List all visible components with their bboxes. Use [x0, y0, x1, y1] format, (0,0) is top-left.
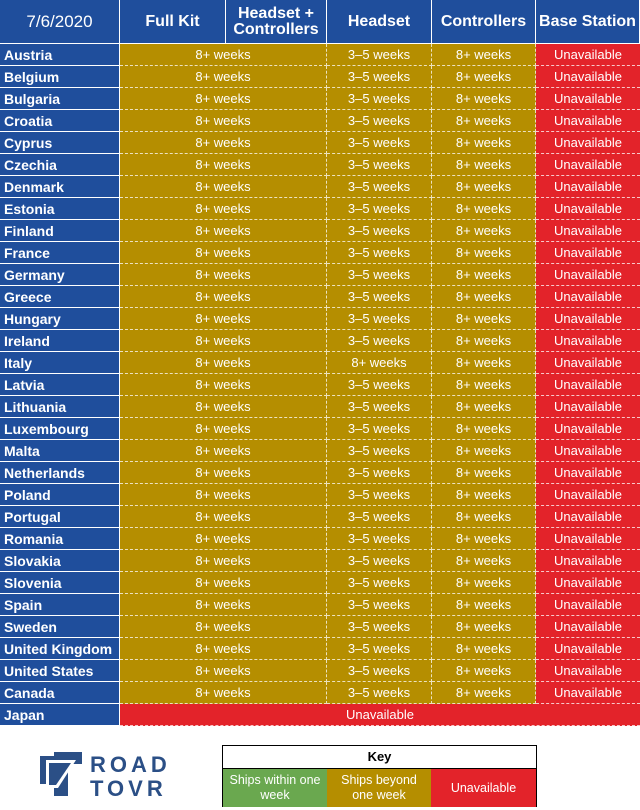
full-kit-cell: 8+ weeks	[120, 440, 327, 462]
full-kit-cell: 8+ weeks	[120, 550, 327, 572]
legend-key	[222, 745, 537, 807]
table-row	[0, 44, 640, 66]
headset-cell: 3–5 weeks	[327, 66, 432, 88]
table-row	[0, 616, 640, 638]
column-header-full-kit: Full Kit	[120, 0, 226, 44]
controllers-cell: 8+ weeks	[432, 154, 536, 176]
country-label: Finland	[0, 220, 120, 242]
headset-cell: 3–5 weeks	[327, 660, 432, 682]
headset-cell: 3–5 weeks	[327, 44, 432, 66]
controllers-cell: 8+ weeks	[432, 330, 536, 352]
controllers-cell: 8+ weeks	[432, 550, 536, 572]
base-station-cell: Unavailable	[536, 176, 640, 198]
base-station-cell: Unavailable	[536, 352, 640, 374]
headset-cell: 3–5 weeks	[327, 110, 432, 132]
country-label: Germany	[0, 264, 120, 286]
base-station-cell: Unavailable	[536, 66, 640, 88]
country-label: Poland	[0, 484, 120, 506]
base-station-cell: Unavailable	[536, 242, 640, 264]
controllers-cell: 8+ weeks	[432, 440, 536, 462]
headset-cell: 3–5 weeks	[327, 396, 432, 418]
base-station-cell: Unavailable	[536, 418, 640, 440]
headset-cell: 3–5 weeks	[327, 242, 432, 264]
country-label: Belgium	[0, 66, 120, 88]
base-station-cell: Unavailable	[536, 528, 640, 550]
table-row	[0, 176, 640, 198]
full-kit-cell: 8+ weeks	[120, 352, 327, 374]
headset-cell: 3–5 weeks	[327, 528, 432, 550]
table-row	[0, 528, 640, 550]
base-station-cell: Unavailable	[536, 462, 640, 484]
legend-item-ships-beyond-one-week: Ships beyond one week	[327, 769, 431, 807]
country-label: Bulgaria	[0, 88, 120, 110]
table-row	[0, 374, 640, 396]
headset-cell: 3–5 weeks	[327, 286, 432, 308]
base-station-cell: Unavailable	[536, 132, 640, 154]
full-kit-cell: 8+ weeks	[120, 132, 327, 154]
country-label: Croatia	[0, 110, 120, 132]
headset-cell: 3–5 weeks	[327, 198, 432, 220]
base-station-cell: Unavailable	[536, 220, 640, 242]
table-row	[0, 594, 640, 616]
controllers-cell: 8+ weeks	[432, 264, 536, 286]
headset-cell: 3–5 weeks	[327, 418, 432, 440]
controllers-cell: 8+ weeks	[432, 66, 536, 88]
full-kit-cell: 8+ weeks	[120, 682, 327, 704]
full-kit-cell: 8+ weeks	[120, 242, 327, 264]
controllers-cell: 8+ weeks	[432, 176, 536, 198]
column-header-headset: Headset	[327, 0, 432, 44]
headset-cell: 3–5 weeks	[327, 132, 432, 154]
headset-cell: 3–5 weeks	[327, 88, 432, 110]
full-kit-cell: 8+ weeks	[120, 176, 327, 198]
headset-cell: 3–5 weeks	[327, 308, 432, 330]
full-kit-cell: 8+ weeks	[120, 154, 327, 176]
country-label: France	[0, 242, 120, 264]
legend-item-ships-within-one-week: Ships within one week	[223, 769, 327, 807]
road-to-vr-logo	[38, 750, 188, 800]
controllers-cell: 8+ weeks	[432, 616, 536, 638]
full-kit-cell: 8+ weeks	[120, 198, 327, 220]
full-kit-cell: 8+ weeks	[120, 330, 327, 352]
headset-cell: 3–5 weeks	[327, 682, 432, 704]
country-label: Austria	[0, 44, 120, 66]
base-station-cell: Unavailable	[536, 374, 640, 396]
table-row	[0, 154, 640, 176]
table-row	[0, 418, 640, 440]
table-row	[0, 506, 640, 528]
headset-cell: 8+ weeks	[327, 352, 432, 374]
column-header-base-station: Base Station	[536, 0, 640, 44]
full-kit-cell: 8+ weeks	[120, 616, 327, 638]
controllers-cell: 8+ weeks	[432, 638, 536, 660]
table-row	[0, 330, 640, 352]
road-to-vr-logo-icon	[38, 750, 84, 798]
table-row-japan	[0, 704, 640, 726]
controllers-cell: 8+ weeks	[432, 660, 536, 682]
controllers-cell: 8+ weeks	[432, 132, 536, 154]
base-station-cell: Unavailable	[536, 682, 640, 704]
headset-cell: 3–5 weeks	[327, 506, 432, 528]
full-kit-cell: 8+ weeks	[120, 110, 327, 132]
country-label: Denmark	[0, 176, 120, 198]
controllers-cell: 8+ weeks	[432, 242, 536, 264]
headset-cell: 3–5 weeks	[327, 484, 432, 506]
table-row	[0, 484, 640, 506]
controllers-cell: 8+ weeks	[432, 44, 536, 66]
table-row	[0, 638, 640, 660]
country-label: Latvia	[0, 374, 120, 396]
country-label: Cyprus	[0, 132, 120, 154]
controllers-cell: 8+ weeks	[432, 462, 536, 484]
country-label: Lithuania	[0, 396, 120, 418]
table-row	[0, 440, 640, 462]
headset-cell: 3–5 weeks	[327, 462, 432, 484]
headset-cell: 3–5 weeks	[327, 220, 432, 242]
base-station-cell: Unavailable	[536, 88, 640, 110]
table-row	[0, 352, 640, 374]
base-station-cell: Unavailable	[536, 198, 640, 220]
base-station-cell: Unavailable	[536, 572, 640, 594]
full-kit-cell: 8+ weeks	[120, 506, 327, 528]
table-row	[0, 396, 640, 418]
base-station-cell: Unavailable	[536, 638, 640, 660]
controllers-cell: 8+ weeks	[432, 352, 536, 374]
base-station-cell: Unavailable	[536, 110, 640, 132]
country-label: Greece	[0, 286, 120, 308]
controllers-cell: 8+ weeks	[432, 198, 536, 220]
table-row	[0, 264, 640, 286]
country-label: Romania	[0, 528, 120, 550]
base-station-cell: Unavailable	[536, 506, 640, 528]
full-kit-cell: 8+ weeks	[120, 44, 327, 66]
controllers-cell: 8+ weeks	[432, 286, 536, 308]
headset-cell: 3–5 weeks	[327, 154, 432, 176]
country-label: Netherlands	[0, 462, 120, 484]
base-station-cell: Unavailable	[536, 330, 640, 352]
base-station-cell: Unavailable	[536, 154, 640, 176]
date-header: 7/6/2020	[0, 0, 120, 44]
table-row	[0, 550, 640, 572]
headset-cell: 3–5 weeks	[327, 550, 432, 572]
table-row	[0, 110, 640, 132]
controllers-cell: 8+ weeks	[432, 396, 536, 418]
country-label: Slovenia	[0, 572, 120, 594]
logo-word-tovr: TOVR	[90, 776, 167, 801]
country-label: Portugal	[0, 506, 120, 528]
base-station-cell: Unavailable	[536, 396, 640, 418]
base-station-cell: Unavailable	[536, 484, 640, 506]
full-kit-cell: 8+ weeks	[120, 660, 327, 682]
headset-cell: 3–5 weeks	[327, 638, 432, 660]
country-label: Ireland	[0, 330, 120, 352]
controllers-cell: 8+ weeks	[432, 220, 536, 242]
full-kit-cell: 8+ weeks	[120, 264, 327, 286]
headset-cell: 3–5 weeks	[327, 616, 432, 638]
table-row	[0, 660, 640, 682]
column-header-controllers: Controllers	[432, 0, 536, 44]
controllers-cell: 8+ weeks	[432, 374, 536, 396]
table-row	[0, 66, 640, 88]
full-kit-cell: 8+ weeks	[120, 462, 327, 484]
base-station-cell: Unavailable	[536, 550, 640, 572]
full-kit-cell: 8+ weeks	[120, 396, 327, 418]
headset-cell: 3–5 weeks	[327, 440, 432, 462]
table-row	[0, 682, 640, 704]
country-label: Spain	[0, 594, 120, 616]
full-kit-cell: 8+ weeks	[120, 374, 327, 396]
controllers-cell: 8+ weeks	[432, 506, 536, 528]
country-label: Slovakia	[0, 550, 120, 572]
full-kit-cell: 8+ weeks	[120, 528, 327, 550]
table-row	[0, 308, 640, 330]
logo-word-road: ROAD	[90, 752, 171, 777]
controllers-cell: 8+ weeks	[432, 594, 536, 616]
japan-status-cell: Unavailable	[120, 704, 640, 726]
controllers-cell: 8+ weeks	[432, 418, 536, 440]
table-row	[0, 220, 640, 242]
full-kit-cell: 8+ weeks	[120, 88, 327, 110]
base-station-cell: Unavailable	[536, 616, 640, 638]
column-header-headset-controllers: Headset + Controllers	[226, 0, 327, 44]
country-label: Malta	[0, 440, 120, 462]
full-kit-cell: 8+ weeks	[120, 286, 327, 308]
controllers-cell: 8+ weeks	[432, 88, 536, 110]
country-label: Canada	[0, 682, 120, 704]
base-station-cell: Unavailable	[536, 440, 640, 462]
headset-cell: 3–5 weeks	[327, 264, 432, 286]
table-row	[0, 88, 640, 110]
base-station-cell: Unavailable	[536, 308, 640, 330]
controllers-cell: 8+ weeks	[432, 572, 536, 594]
headset-cell: 3–5 weeks	[327, 176, 432, 198]
country-label: Italy	[0, 352, 120, 374]
base-station-cell: Unavailable	[536, 286, 640, 308]
table-row	[0, 572, 640, 594]
table-row	[0, 462, 640, 484]
headset-cell: 3–5 weeks	[327, 374, 432, 396]
country-label: Hungary	[0, 308, 120, 330]
full-kit-cell: 8+ weeks	[120, 66, 327, 88]
country-label: United Kingdom	[0, 638, 120, 660]
full-kit-cell: 8+ weeks	[120, 418, 327, 440]
base-station-cell: Unavailable	[536, 264, 640, 286]
table-row	[0, 198, 640, 220]
country-label: Czechia	[0, 154, 120, 176]
full-kit-cell: 8+ weeks	[120, 308, 327, 330]
table-row	[0, 286, 640, 308]
table-row	[0, 242, 640, 264]
base-station-cell: Unavailable	[536, 44, 640, 66]
full-kit-cell: 8+ weeks	[120, 484, 327, 506]
full-kit-cell: 8+ weeks	[120, 572, 327, 594]
controllers-cell: 8+ weeks	[432, 110, 536, 132]
headset-cell: 3–5 weeks	[327, 594, 432, 616]
legend-title: Key	[223, 746, 536, 769]
country-label: Estonia	[0, 198, 120, 220]
country-label: Sweden	[0, 616, 120, 638]
country-label: United States	[0, 660, 120, 682]
controllers-cell: 8+ weeks	[432, 484, 536, 506]
legend-item-unavailable: Unavailable	[431, 769, 536, 807]
full-kit-cell: 8+ weeks	[120, 220, 327, 242]
headset-cell: 3–5 weeks	[327, 330, 432, 352]
base-station-cell: Unavailable	[536, 594, 640, 616]
headset-cell: 3–5 weeks	[327, 572, 432, 594]
base-station-cell: Unavailable	[536, 660, 640, 682]
full-kit-cell: 8+ weeks	[120, 594, 327, 616]
controllers-cell: 8+ weeks	[432, 682, 536, 704]
controllers-cell: 8+ weeks	[432, 308, 536, 330]
full-kit-cell: 8+ weeks	[120, 638, 327, 660]
controllers-cell: 8+ weeks	[432, 528, 536, 550]
country-label: Luxembourg	[0, 418, 120, 440]
country-label: Japan	[0, 704, 120, 726]
table-row	[0, 132, 640, 154]
